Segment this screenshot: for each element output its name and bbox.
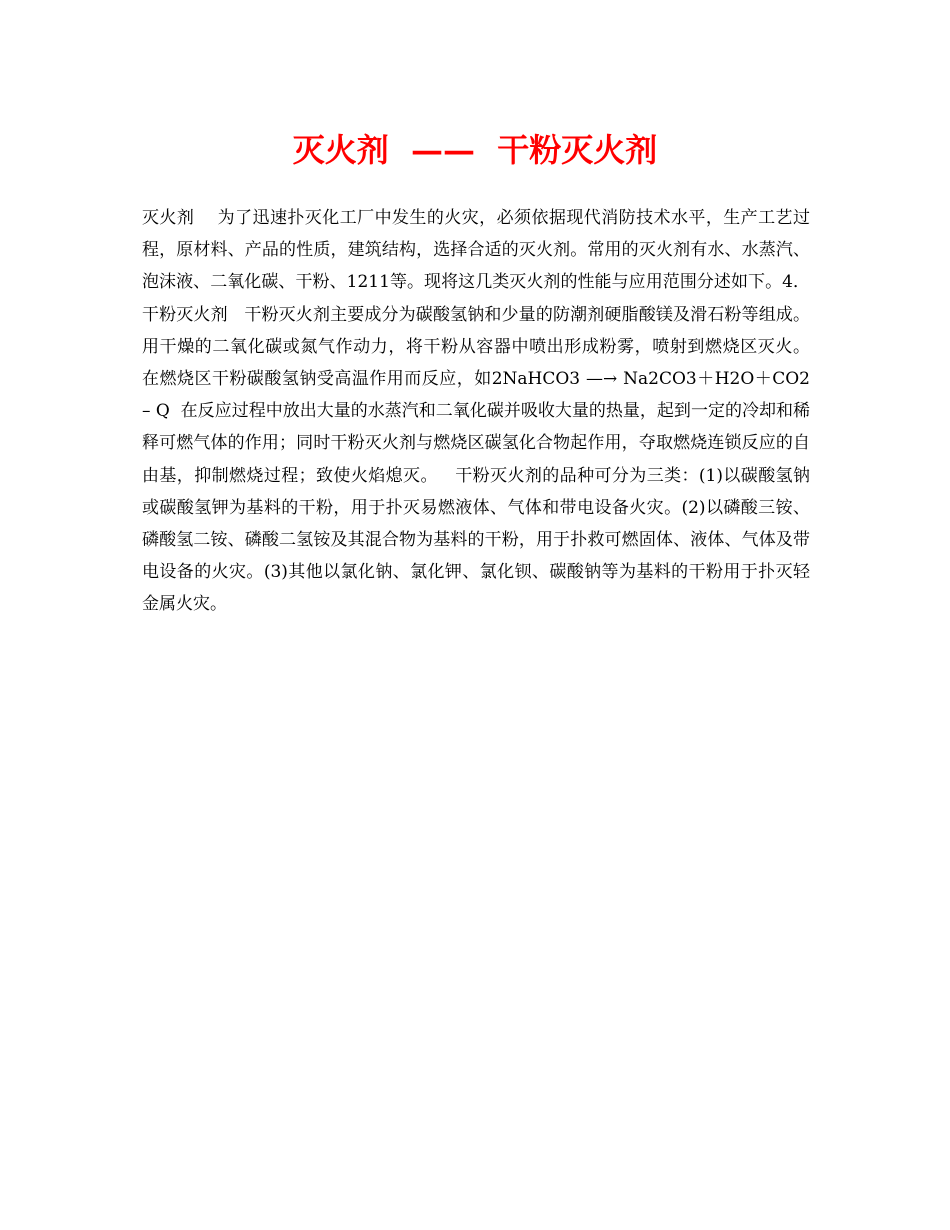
- document-title: 灭火剂 —— 干粉灭火剂: [292, 131, 658, 169]
- document-body: 灭火剂 为了迅速扑灭化工厂中发生的火灾，必须依据现代消防技术水平，生产工艺过程，原材料、产品的性质，建筑结构，选择合适的灭火剂。常用的灭火剂有水、水蒸汽、泡沫液、二氧化碳、干粉、1211等。现将这几类灭火剂的性能与应用范围分述如下。4．干粉灭火剂 干粉灭火剂主要成分为碳酸氢钠和少量的防潮剂硬脂酸镁及滑石粉等组成。用干燥的二氧化碳或氮气作动力，将干粉从容器中喷出形成粉雾，喷射到燃烧区灭火。 在燃烧区干粉碳酸氢钠受高温作用而反应，如2NaHCO3 —→ Na2CO3＋H2O＋CO2 – Q 在反应过程中放出大量的水蒸汽和二氧化碳并吸收大量的热量，起到一定的冷却和稀释可燃气体的作用；同时干粉灭火剂与燃烧区碳氢化合物起作用，夺取燃烧连锁反应的自由基，抑制燃烧过程；致使火焰熄灭。 干粉灭火剂的品种可分为三类：(1)以碳酸氢钠或碳酸氢钾为基料的干粉，用于扑灭易燃液体、气体和带电设备火灾。(2)以磷酸三铵、磷酸氢二铵、磷酸二氢铵及其混合物为基料的干粉，用于扑救可燃固体、液体、气体及带电设备的火灾。(3)其他以氯化钠、氯化钾、氯化钡、碳酸钠等为基料的干粉用于扑灭轻金属火灾。: [142, 208, 827, 615]
